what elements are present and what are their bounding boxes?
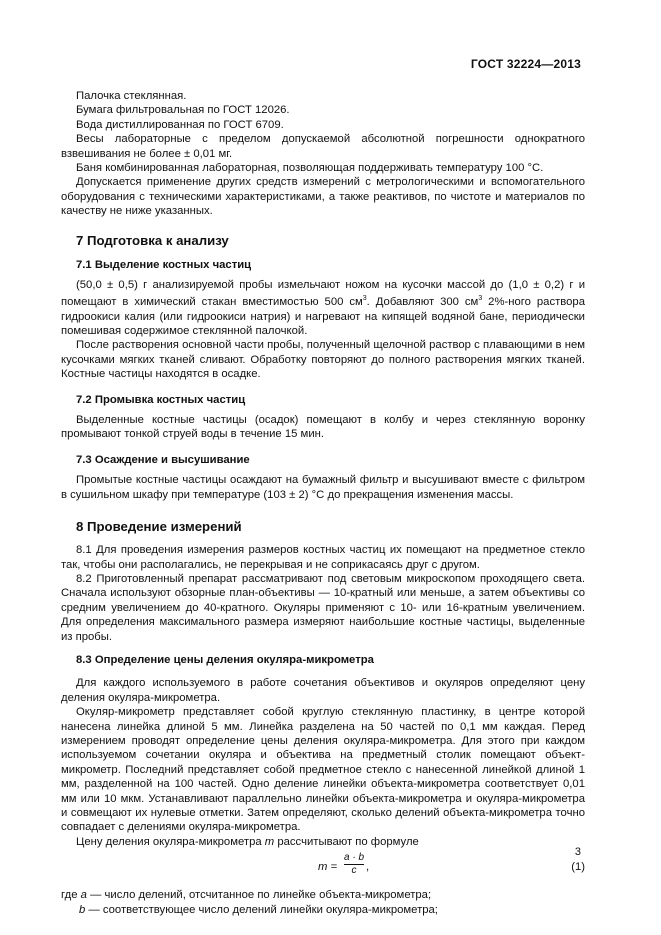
section-7-1-title: 7.1 Выделение костных частиц (76, 258, 252, 271)
formula-denominator: c (351, 865, 357, 877)
equipment-item: Вода дистиллированная по ГОСТ 6709. (76, 118, 284, 131)
formula-intro: Цену деления окуляра-микрометра m рассчитывают по формуле (76, 835, 419, 848)
standard-header: ГОСТ 32224—2013 (470, 57, 581, 71)
formula-lhs: m = (318, 861, 338, 874)
section-7-1-paragraph: После растворения основной части пробы, полученный щелочной раствор с плавающими в нем кусочками мягких тканей сливают. Обработку повторяют до полного растворения мягких тканей. Костные частицы находятся в осадке. (61, 339, 585, 381)
section-7-3-title: 7.3 Осаждение и высушивание (76, 453, 250, 466)
formula-1 (61, 852, 585, 888)
formula-numerator: a · b (344, 852, 365, 864)
where-line-a: где a — число делений, отсчитанное по линейке объекта-микрометра; (61, 889, 432, 902)
section-8-3-paragraph: Для каждого используемого в работе сочетания объективов и окуляров определяют цену деления окуляра-микрометра. (61, 677, 585, 704)
document-body (61, 89, 585, 917)
section-8-3-paragraph: Окуляр-микрометр представляет собой круглую стеклянную пластинку, в центре которой нанесена линейка длиной 5 мм. Линейка разделена на 50 частей по 0,1 мм каждая. Перед измерением проводят определение цены деления окуляра-микрометра. Для этого при каждом используемом сочетании окуляра и объектива на предметный столик помещают объект-микрометр. Последний представляет собой предметное стекло с нанесенной линейкой длиной 1 мм, разделенной на 100 частей. Одно деление линейки объекта-микрометра соответствует 0,01 мм или 10 мкм. Устанавливают параллельно линейки объекта-микрометра и окуляра-микрометра и совмещают их нулевые отметки. Затем определяют, сколько делений объекта-микрометра точно совпадает с делениями окуляра-микрометра. (61, 706, 585, 834)
equipment-item: Весы лабораторные с пределом допускаемой абсолютной погрешности однократного взвешивания не более ± 0,01 мг. (61, 133, 585, 160)
equipment-note: Допускается применение других средств измерений с метрологическими и вспомогательного оборудования с техническими характеристиками, а также реактивов, по чистоте и материалов по качеству не ниже указанных. (61, 176, 585, 218)
section-8-title: 8 Проведение измерений (76, 519, 242, 535)
equipment-item: Баня комбинированная лабораторная, позволяющая поддерживать температуру 100 °С. (76, 162, 544, 175)
section-7-1-paragraph: (50,0 ± 0,5) г анализируемой пробы измельчают ножом на кусочки массой до (1,0 ± 0,2) г и помещают в химический стакан вместимостью 500 $см^3$. Добавляют 300 $см^3$ 2%-ного раствора гидроокиси калия (или гидроокиси натрия) и нагревают на кипящей водяной бане, периодически помешивая содержимое стеклянной палочкой. (61, 279, 586, 338)
equipment-item: Бумага фильтровальная по ГОСТ 12026. (76, 104, 290, 117)
where-line-b: b — соответствующее число делений линейки окуляра-микрометра; (79, 903, 438, 916)
formula-comma: , (366, 861, 370, 874)
page-number: 3 (574, 846, 581, 858)
formula-fraction (344, 852, 364, 876)
section-8-3-title: 8.3 Определение цены деления окуляра-микрометра (76, 653, 374, 666)
section-7-3-paragraph: Промытые костные частицы осаждают на бумажный фильтр и высушивают вместе с фильтром в сушильном шкафу при температуре (103 ± 2) °С до прекращения изменения массы. (61, 474, 585, 501)
section-7-2-paragraph: Выделенные костные частицы (осадок) помещают в колбу и через стеклянную воронку промывают тонкой струей воды в течение 15 мин. (61, 414, 585, 441)
section-7-title: 7 Подготовка к анализу (76, 232, 229, 248)
section-8-1-paragraph: 8.1 Для проведения измерения размеров костных частиц их помещают на предметное стекло так, чтобы они располагались, не перекрывая и не соприкасаясь друг с другом. (61, 544, 585, 571)
formula-number: (1) (571, 861, 585, 874)
equipment-item: Палочка стеклянная. (76, 90, 187, 102)
section-8-2-paragraph: 8.2 Приготовленный препарат рассматривают под световым микроскопом проходящего света. Сначала используют обзорные план-объективы — 10-кратный или меньше, а затем объективы со средним увеличением до 40-кратного. Окуляры применяют с 10- или 16-кратным увеличением. Для определения максимального размера измеряют наибольшие костные частицы, выделенные из пробы. (61, 572, 585, 643)
section-7-2-title: 7.2 Промывка костных частиц (76, 393, 246, 406)
